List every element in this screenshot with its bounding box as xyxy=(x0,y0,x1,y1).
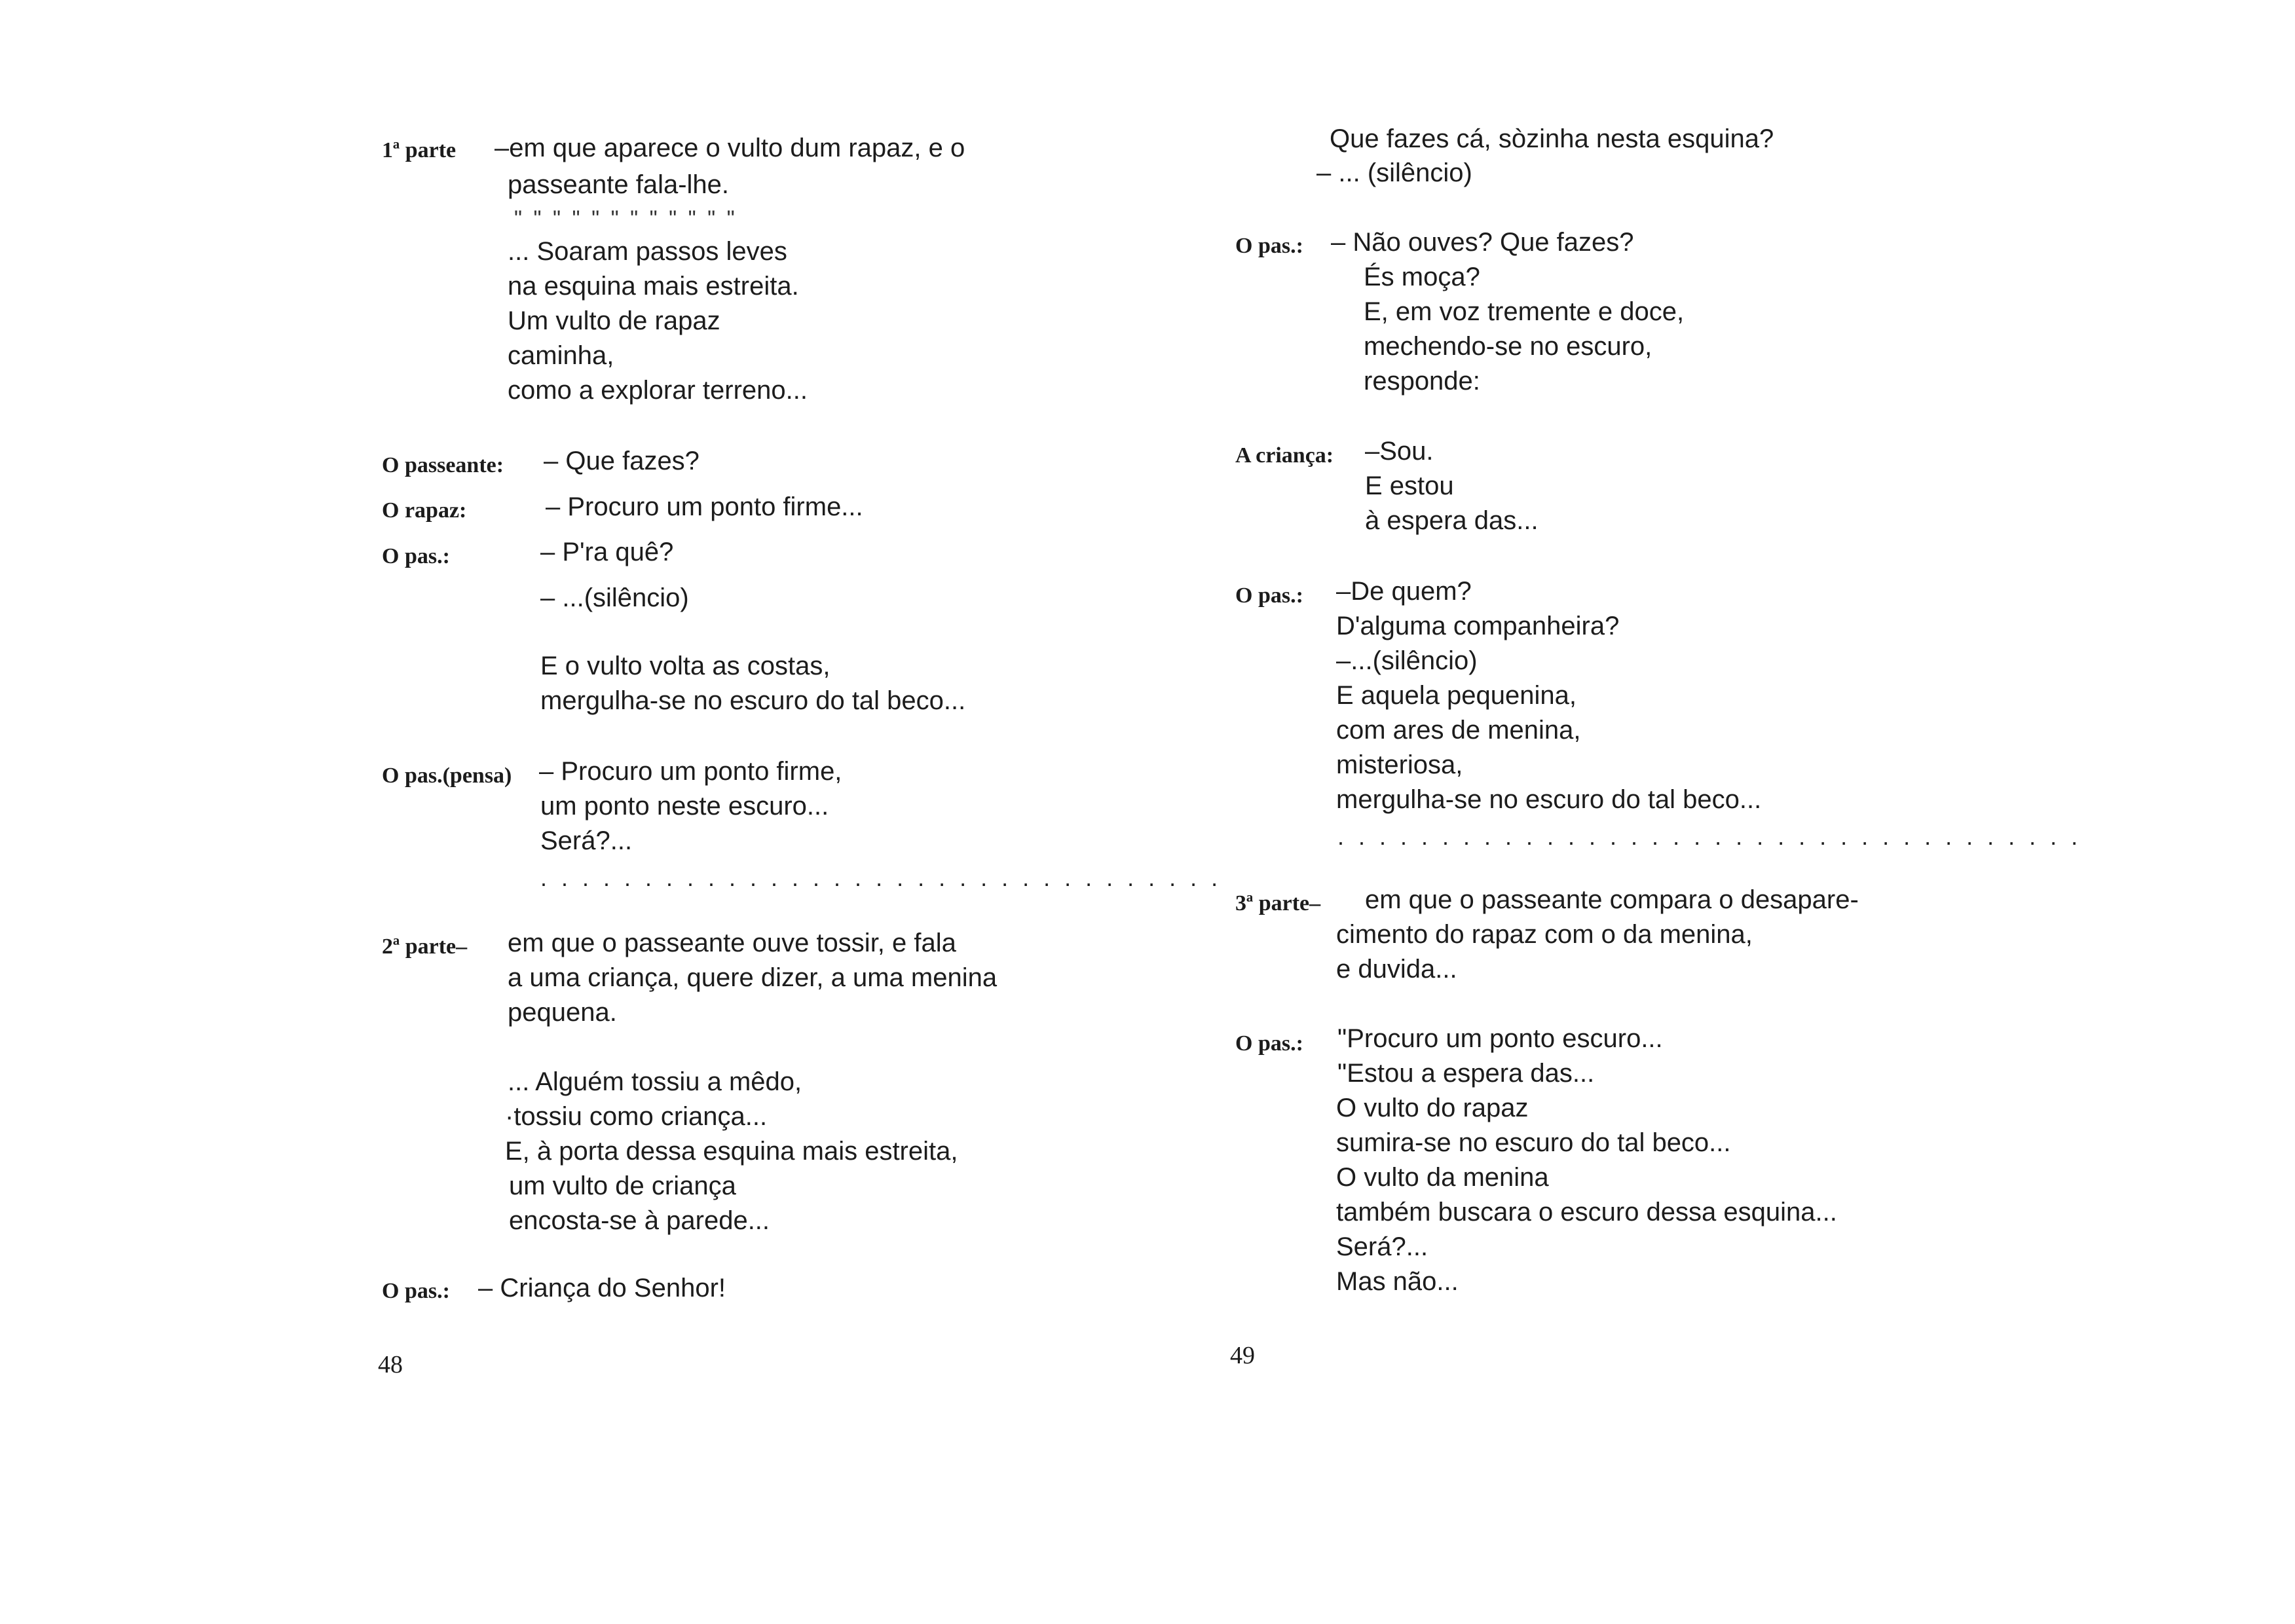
speaker-label: O pas.: xyxy=(1235,583,1303,608)
dialog-line: "Estou a espera das... xyxy=(1337,1059,1595,1088)
dialog-line: – ...(silêncio) xyxy=(540,583,689,612)
dialog-line: também buscara o escuro dessa esquina... xyxy=(1336,1198,1837,1227)
dialog-line: E estou xyxy=(1365,471,1454,500)
verse-line: E, à porta dessa esquina mais estreita, xyxy=(505,1137,958,1166)
part3-line: cimento do rapaz com o da menina, xyxy=(1336,920,1753,949)
verse-line: encosta-se à parede... xyxy=(509,1206,770,1235)
speaker-label: O passeante: xyxy=(382,453,504,477)
think-line: Será?... xyxy=(540,826,633,855)
narration-line: E o vulto volta as costas, xyxy=(540,652,830,680)
think-line: – Procuro um ponto firme, xyxy=(539,757,842,786)
speaker-label: O pas.: xyxy=(382,1279,450,1303)
dialog-line: –Sou. xyxy=(1365,437,1434,466)
part3-line: e duvida... xyxy=(1336,955,1457,984)
dialog-line: – Procuro um ponto firme... xyxy=(546,492,863,521)
quote-marks: " " " " " " " " " " " " xyxy=(514,206,737,231)
dialog-line: sumira-se no escuro do tal beco... xyxy=(1336,1128,1731,1157)
part2-line: em que o passeante ouve tossir, e fala xyxy=(508,929,956,957)
part2-label: 2ª parte– xyxy=(382,934,468,959)
part2-line: pequena. xyxy=(508,998,617,1027)
dialog-line: E aquela pequenina, xyxy=(1336,681,1577,710)
dialog-line: – Criança do Senhor! xyxy=(478,1274,726,1302)
dialog-line: Mas não... xyxy=(1336,1267,1459,1296)
dialog-line: O vulto da menina xyxy=(1336,1163,1549,1192)
verse-line: na esquina mais estreita. xyxy=(508,272,799,301)
part1-label: 1ª parte xyxy=(382,138,457,162)
dialog-line: mechendo-se no escuro, xyxy=(1364,332,1652,361)
verse-line: Um vulto de rapaz xyxy=(508,306,720,335)
page-number: 48 xyxy=(378,1351,403,1378)
verse-line: como a explorar terreno... xyxy=(508,376,808,405)
verse-line: ... Soaram passos leves xyxy=(508,237,787,266)
intro-line: – ... (silêncio) xyxy=(1316,158,1472,187)
part3-label: 3ª parte– xyxy=(1235,891,1321,915)
speaker-label: A criança: xyxy=(1235,443,1334,468)
dialog-line: mergulha-se no escuro do tal beco... xyxy=(1336,785,1762,814)
narration-line: mergulha-se no escuro do tal beco... xyxy=(540,686,966,715)
verse-line: caminha, xyxy=(508,341,614,370)
dialog-line: E, em voz tremente e doce, xyxy=(1364,297,1685,326)
dialog-line: D'alguma companheira? xyxy=(1336,612,1620,640)
dialog-line: –...(silêncio) xyxy=(1336,646,1478,675)
dialog-line: "Procuro um ponto escuro... xyxy=(1337,1024,1663,1053)
part1-line: –em que aparece o vulto dum rapaz, e o xyxy=(494,134,965,162)
part2-line: a uma criança, quere dizer, a uma menina xyxy=(508,963,998,992)
speaker-label: O pas.(pensa) xyxy=(382,764,512,788)
page-number: 49 xyxy=(1230,1342,1255,1369)
right-page xyxy=(1148,0,2295,1624)
dialog-line: O vulto do rapaz xyxy=(1336,1094,1529,1122)
dialog-line: com ares de menina, xyxy=(1336,716,1581,745)
verse-line: ·tossiu como criança... xyxy=(505,1102,768,1131)
intro-line: Que fazes cá, sòzinha nesta esquina? xyxy=(1330,124,1774,153)
part3-line: em que o passeante compara o desapare- xyxy=(1365,885,1859,914)
dialog-line: – Não ouves? Que fazes? xyxy=(1331,228,1634,257)
think-line: um ponto neste escuro... xyxy=(540,792,829,821)
dialog-line: –De quem? xyxy=(1336,577,1472,606)
dialog-line: misteriosa, xyxy=(1336,750,1463,779)
speaker-label: O pas.: xyxy=(382,544,450,568)
part1-line: passeante fala-lhe. xyxy=(508,170,730,199)
dialog-line: És moça? xyxy=(1364,263,1480,291)
dotted-separator: . . . . . . . . . . . . . . . . . . . . . . . . . . . . . . . . . xyxy=(540,864,1222,891)
dialog-line: – Que fazes? xyxy=(544,447,700,475)
dialog-line: à espera das... xyxy=(1365,506,1539,535)
dialog-line: Será?... xyxy=(1336,1232,1428,1261)
verse-line: um vulto de criança xyxy=(509,1172,736,1200)
speaker-label: O pas.: xyxy=(1235,1031,1303,1056)
speaker-label: O pas.: xyxy=(1235,234,1303,258)
dialog-line: – P'ra quê? xyxy=(540,538,674,566)
dotted-separator: . . . . . . . . . . . . . . . . . . . . . . . . . . . . . . . . . . . . xyxy=(1337,823,2082,850)
dialog-line: responde: xyxy=(1364,367,1480,396)
speaker-label: O rapaz: xyxy=(382,498,467,523)
verse-line: ... Alguém tossiu a mêdo, xyxy=(508,1067,802,1096)
